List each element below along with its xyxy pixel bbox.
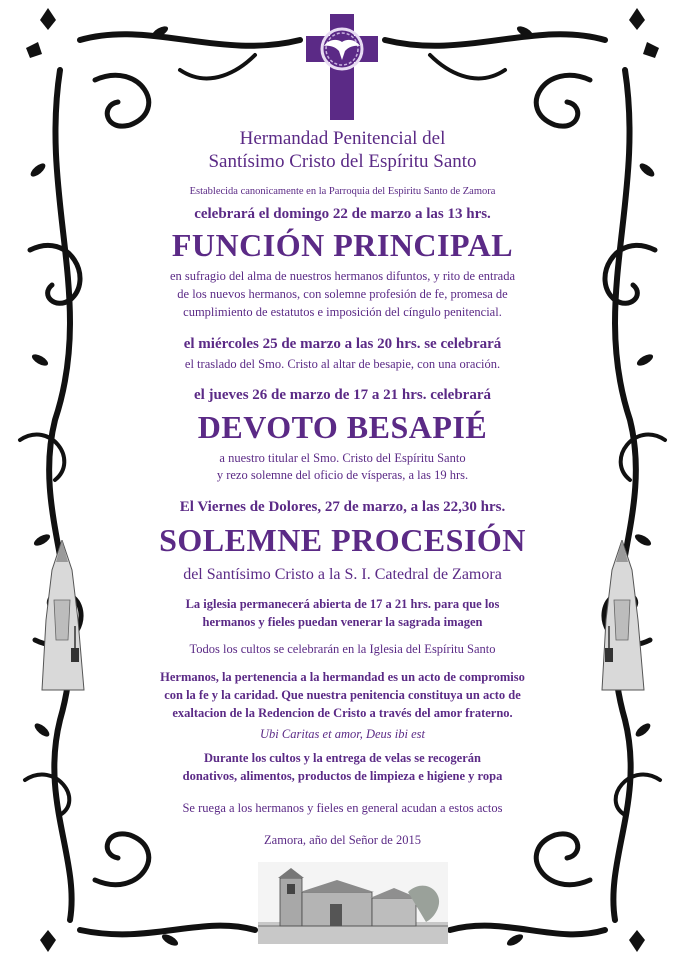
- event1-heading: FUNCIÓN PRINCIPAL: [171, 227, 514, 263]
- penitent-figure-left: [38, 540, 86, 692]
- brotherhood-note-line1: Hermanos, la pertenencia a la hermandad es un acto de compromiso: [160, 670, 525, 684]
- event4-desc: del Santísimo Cristo a la S. I. Catedral de Zamora: [183, 566, 502, 583]
- donations-line2: donativos, alimentos, productos de limpieza e higiene y ropa: [182, 769, 503, 783]
- event1-desc-line1: en sufragio del alma de nuestros hermanos difuntos, y rito de entrada: [169, 269, 516, 283]
- church-open-line2: hermanos y fieles puedan venerar la sagrada imagen: [202, 615, 483, 629]
- event3-desc-line2: y rezo solemne del oficio de vísperas, a las 19 hrs.: [216, 468, 469, 482]
- church-illustration: [258, 862, 448, 944]
- event4-heading: SOLEMNE PROCESIÓN: [159, 522, 526, 558]
- attendance-request: Se ruega a los hermanos y fieles en general acudan a estos actos: [182, 801, 503, 815]
- brotherhood-note-line2: con la fe y la caridad. Que nuestra penitencia constituya un acto de: [164, 688, 521, 702]
- establishment-subtitle: Establecida canonicamente en la Parroquia del Espiritu Santo de Zamora: [189, 186, 496, 197]
- event1-desc-line3: cumplimiento de estatutos e imposición del cíngulo penitencial.: [183, 305, 502, 319]
- event1-intro: celebrará el domingo 22 de marzo a las 13 hrs.: [194, 206, 491, 222]
- donations-line1: Durante los cultos y la entrega de velas se recogerán: [204, 751, 481, 765]
- church-open-line1: La iglesia permanecerá abierta de 17 a 21 hrs. para que los: [185, 597, 500, 611]
- event2-desc: el traslado del Smo. Cristo al altar de besapie, con una oración.: [184, 357, 501, 371]
- brotherhood-note-line3: exaltacion de la Redencion de Cristo a través del amor fraterno.: [172, 706, 513, 720]
- event1-desc-line2: de los nuevos hermanos, con solemne profesión de fe, promesa de: [177, 287, 508, 301]
- event3-intro: el jueves 26 de marzo de 17 a 21 hrs. celebrará: [193, 387, 491, 403]
- brotherhood-title-line1: Hermandad Penitencial del: [239, 128, 446, 149]
- event2-intro: el miércoles 25 de marzo a las 20 hrs. se celebrará: [183, 336, 502, 352]
- event3-heading: DEVOTO BESAPIÉ: [197, 409, 488, 445]
- signature-line: Zamora, año del Señor de 2015: [264, 833, 421, 847]
- event4-intro: El Viernes de Dolores, 27 de marzo, a las 22,30 hrs.: [179, 499, 506, 515]
- all-cults-note: Todos los cultos se celebrarán en la Iglesia del Espíritu Santo: [189, 642, 496, 656]
- event3-desc-line1: a nuestro titular el Smo. Cristo del Espíritu Santo: [219, 451, 466, 465]
- brotherhood-title-line2: Santísimo Cristo del Espíritu Santo: [208, 151, 477, 172]
- cross-dove-emblem: [306, 14, 378, 120]
- latin-motto: Ubi Caritas et amor, Deus ibi est: [260, 727, 425, 741]
- penitent-figure-right: [598, 540, 646, 692]
